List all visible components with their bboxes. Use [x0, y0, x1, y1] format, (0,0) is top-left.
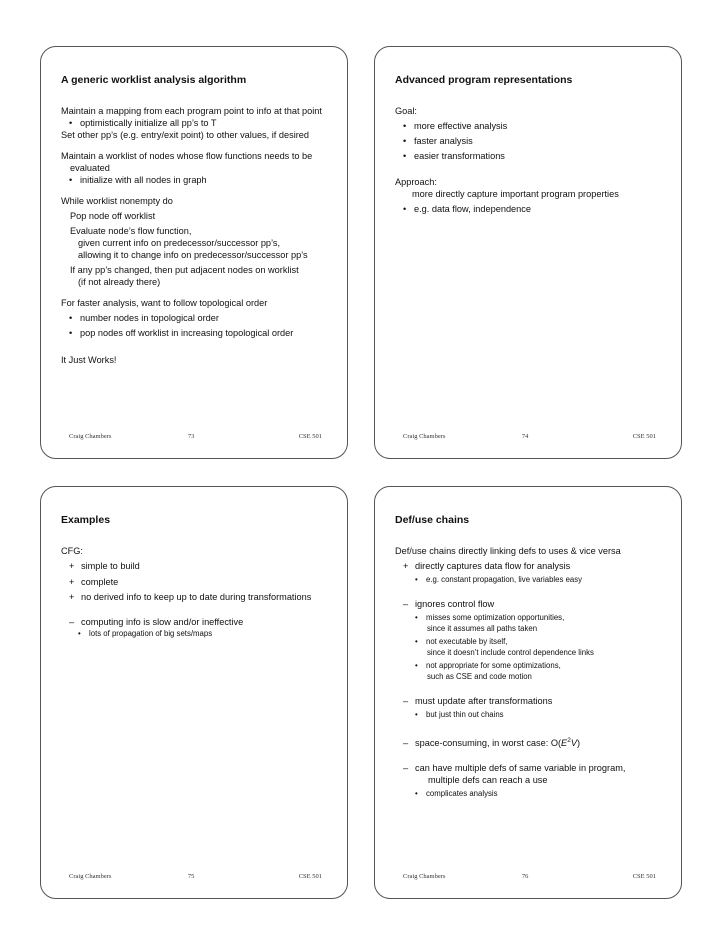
bullet-item: • faster analysis — [403, 136, 473, 146]
bullet-item: • number nodes in topological order — [69, 313, 219, 323]
sub-bullet-item: • complicates analysis — [415, 789, 498, 799]
footer-author: Craig Chambers — [403, 433, 446, 440]
text-line: (if not already there) — [78, 277, 161, 287]
bullet-item: • more effective analysis — [403, 121, 508, 131]
pro-item: + simple to build — [61, 560, 341, 572]
text-line: Evaluate node’s flow function, — [70, 226, 192, 236]
footer-course: CSE 501 — [632, 873, 656, 880]
bullet-icon: • — [415, 710, 418, 719]
text-line: Approach: — [395, 177, 437, 187]
footer-page-number: 73 — [187, 433, 195, 440]
slide-body — [395, 545, 675, 799]
sub-bullet-continuation: since it doesn’t include control dependence links — [427, 648, 594, 657]
bullet-icon: • — [403, 204, 407, 214]
footer-page-number: 76 — [521, 873, 529, 880]
minus-icon: – — [403, 763, 409, 774]
con-item: – can have multiple defs of same variable in program, — [395, 762, 675, 774]
text-line: Goal: — [395, 106, 417, 116]
sub-bullet-item: • not appropriate for some optimizations, — [415, 661, 561, 670]
footer-author: Craig Chambers — [69, 433, 112, 440]
bullet-item: • optimistically initialize all pp’s to T — [69, 118, 217, 128]
sub-bullet-item: • not executable by itself, — [415, 637, 508, 646]
bullet-icon: • — [69, 328, 73, 338]
minus-icon: – — [403, 696, 409, 706]
minus-icon: – — [403, 738, 409, 749]
slide-title: Examples — [61, 514, 111, 526]
plus-icon: + — [403, 561, 409, 571]
con-item: – space-consuming, in worst case: $O(E^2V)$ — [395, 735, 675, 749]
pro-item: + no derived info to keep up to date during transformations — [61, 591, 341, 603]
text-line: Maintain a worklist of nodes whose flow functions needs to be — [61, 151, 313, 161]
bullet-item: • pop nodes off worklist in increasing topological order — [69, 328, 294, 338]
slide-73 — [40, 46, 348, 459]
footer-page-number: 74 — [521, 433, 529, 440]
text-line: Pop node off worklist — [70, 211, 156, 221]
text-line: given current info on predecessor/successor pp’s, — [78, 238, 281, 248]
footer-author: Craig Chambers — [403, 873, 446, 880]
text-line: Def/use chains directly linking defs to uses & vice versa — [395, 546, 621, 556]
slide-76 — [374, 486, 682, 899]
bullet-icon: • — [69, 175, 73, 185]
text-line: If any pp’s changed, then put adjacent nodes on worklist — [70, 265, 299, 275]
math-v: V — [570, 738, 577, 749]
slide-74 — [374, 46, 682, 459]
footer-course: CSE 501 — [298, 433, 322, 440]
slide-body — [61, 105, 341, 366]
bullet-icon: • — [69, 118, 73, 128]
con-item: – must update after transformations — [395, 695, 675, 707]
bullet-item: • e.g. data flow, independence — [403, 204, 531, 214]
slide-footer — [69, 873, 322, 883]
footer-course: CSE 501 — [298, 873, 322, 880]
plus-icon: + — [69, 577, 75, 587]
con-item: – ignores control flow — [395, 598, 675, 610]
plus-icon: + — [69, 592, 75, 602]
bullet-icon: • — [415, 637, 418, 646]
slide-footer — [69, 433, 322, 443]
sub-bullet-continuation: since it assumes all paths taken — [427, 624, 538, 633]
text-line: more directly capture important program properties — [412, 189, 619, 199]
slide-footer — [403, 873, 656, 883]
sub-bullet-item: • misses some optimization opportunities, — [415, 613, 565, 622]
slide-body — [61, 545, 341, 639]
con-item: – computing info is slow and/or ineffective — [61, 616, 341, 628]
bullet-icon: • — [403, 151, 407, 161]
bullet-item: • easier transformations — [403, 151, 505, 161]
minus-icon: – — [69, 617, 75, 627]
sub-bullet-continuation: such as CSE and code motion — [427, 672, 532, 681]
footer-author: Craig Chambers — [69, 873, 112, 880]
math-e: E — [561, 738, 568, 749]
bullet-icon: • — [415, 789, 418, 799]
text-line: CFG: — [61, 546, 83, 556]
text-line: evaluated — [70, 163, 110, 173]
sub-bullet-item: • lots of propagation of big sets/maps — [78, 629, 213, 638]
bullet-icon: • — [69, 313, 73, 323]
slide-footer — [403, 433, 656, 443]
minus-icon: – — [403, 599, 409, 609]
sub-bullet-item: • e.g. constant propagation, live variables easy — [415, 575, 583, 584]
text-line: For faster analysis, want to follow topological order — [61, 298, 268, 308]
text-line: While worklist nonempty do — [61, 196, 173, 206]
slide-title: A generic worklist analysis algorithm — [61, 74, 247, 86]
text-line: multiple defs can reach a use — [428, 775, 548, 786]
math-superscript: 2 — [567, 737, 571, 744]
footer-course: CSE 501 — [632, 433, 656, 440]
pro-item: + complete — [61, 576, 341, 588]
bullet-icon: • — [78, 629, 81, 638]
plus-icon: + — [69, 561, 75, 571]
slide-title: Def/use chains — [395, 514, 470, 526]
bullet-icon: • — [415, 613, 418, 622]
bullet-icon: • — [415, 575, 418, 584]
text-line: Set other pp’s (e.g. entry/exit point) to other values, if desired — [61, 130, 310, 140]
text-line: It Just Works! — [61, 355, 117, 365]
bullet-icon: • — [403, 136, 407, 146]
bullet-icon: • — [415, 661, 418, 670]
text-line: Maintain a mapping from each program point to info at that point — [61, 106, 322, 116]
footer-page-number: 75 — [187, 873, 195, 880]
slide-body — [395, 105, 675, 215]
bullet-item: • initialize with all nodes in graph — [69, 175, 207, 185]
pro-item: + directly captures data flow for analysis — [395, 560, 675, 572]
text-line: allowing it to change info on predecessor/successor pp’s — [78, 250, 308, 260]
slide-75 — [40, 486, 348, 899]
bullet-icon: • — [403, 121, 407, 131]
slide-title: Advanced program representations — [395, 74, 573, 86]
sub-bullet-item: • but just thin out chains — [415, 710, 504, 719]
